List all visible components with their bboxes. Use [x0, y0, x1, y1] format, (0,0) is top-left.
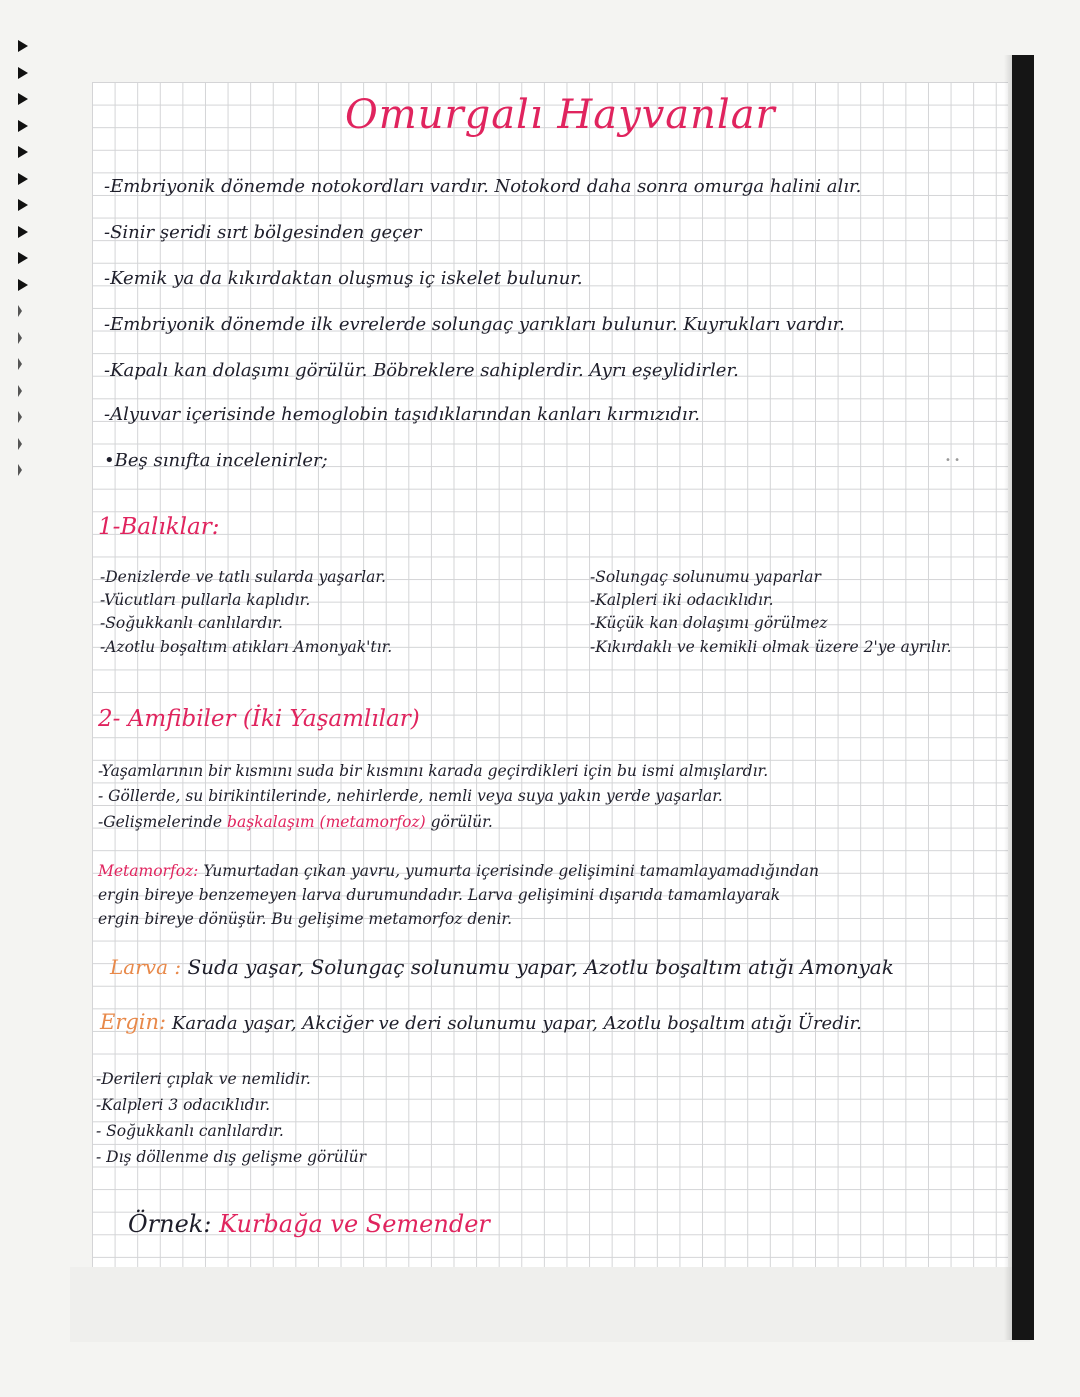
example-label: Örnek:: [128, 1210, 212, 1238]
paper-bottom: [70, 1267, 1030, 1342]
amphibian-line: -Yaşamlarının bir kısmını suda bir kısmını karada geçirdikleri için bu ismi almışlardır.: [98, 762, 769, 780]
fish-right-item: -Küçük kan dolaşımı görülmez: [590, 614, 828, 632]
metamorphosis-prefix: -Gelişmelerinde: [98, 813, 223, 831]
adult-text: Karada yaşar, Akciğer ve deri solunumu yapar, Azotlu boşaltım atığı Üredir.: [171, 1013, 862, 1034]
fish-right-item: -Solungaç solunumu yaparlar: [590, 568, 821, 586]
amphibian-heading: 2- Amfibiler (İki Yaşamlılar): [98, 706, 420, 732]
definition-line: ergin bireye benzemeyen larva durumundadır. Larva gelişimini dışarıda tamamlayarak: [98, 886, 781, 904]
amphibian-line: - Göllerde, su birikintilerinde, nehirlerde, nemli veya suya yakın yerde yaşarlar.: [98, 787, 723, 805]
larva-label: Larva :: [110, 955, 182, 979]
definition-line: ergin bireye dönüşür. Bu gelişime metamorfoz denir.: [98, 910, 513, 928]
fish-heading: 1-Balıklar:: [98, 514, 220, 540]
fish-right-item: -Kıkırdaklı ve kemikli olmak üzere 2'ye ayrılır.: [590, 638, 952, 656]
metamorphosis-suffix: görülür.: [430, 813, 493, 831]
fish-left-item: -Soğukkanlı canlılardır.: [100, 614, 283, 632]
example-text: Kurbağa ve Semender: [219, 1210, 490, 1238]
notebook-binding: [18, 40, 32, 370]
larva-line: [110, 955, 894, 979]
page-edge-shadow: [1004, 55, 1012, 1340]
definition-label: Metamorfoz:: [98, 862, 199, 880]
metamorphosis-highlight: başkalaşım (metamorfoz): [227, 813, 426, 831]
fish-right-item: -Kalpleri iki odacıklıdır.: [590, 591, 774, 609]
amphibian-line: [98, 813, 493, 831]
intro-line: •Beş sınıfta incelenirler;: [104, 450, 328, 471]
fish-left-item: -Vücutları pullarla kaplıdır.: [100, 591, 311, 609]
intro-line: -Alyuvar içerisinde hemoglobin taşıdıklarından kanları kırmızıdır.: [104, 404, 700, 425]
definition-text: Yumurtadan çıkan yavru, yumurta içerisinde gelişimini tamamlayamadığından: [203, 862, 819, 880]
fish-left-item: -Azotlu boşaltım atıkları Amonyak'tır.: [100, 638, 393, 656]
adult-label: Ergin:: [100, 1010, 167, 1034]
notebook-edge: [1012, 55, 1034, 1340]
amphibian-trait: - Dış döllenme dış gelişme görülür: [96, 1148, 367, 1166]
adult-line: [100, 1010, 862, 1034]
intro-line: -Kemik ya da kıkırdaktan oluşmuş iç iskelet bulunur.: [104, 268, 583, 289]
page-title: Omurgalı Hayvanlar: [345, 92, 776, 138]
intro-line: -Embriyonik dönemde ilk evrelerde solungaç yarıkları bulunur. Kuyrukları vardır.: [104, 314, 846, 335]
amphibian-trait: -Derileri çıplak ve nemlidir.: [96, 1070, 311, 1088]
intro-line: -Sinir şeridi sırt bölgesinden geçer: [104, 222, 422, 243]
amphibian-trait: -Kalpleri 3 odacıklıdır.: [96, 1096, 271, 1114]
fish-left-item: -Denizlerde ve tatlı sularda yaşarlar.: [100, 568, 386, 586]
intro-line: -Embriyonik dönemde notokordları vardır. Notokord daha sonra omurga halini alır.: [104, 176, 862, 197]
example-line: [128, 1210, 490, 1238]
amphibian-trait: - Soğukkanlı canlılardır.: [96, 1122, 284, 1140]
paper-marks: • •: [945, 455, 960, 466]
intro-line: -Kapalı kan dolaşımı görülür. Böbreklere sahiplerdir. Ayrı eşeylidirler.: [104, 360, 739, 381]
larva-text: Suda yaşar, Solungaç solunumu yapar, Azotlu boşaltım atığı Amonyak: [187, 955, 894, 979]
definition-line: [98, 862, 819, 880]
grid-sheet: [92, 82, 1008, 1267]
